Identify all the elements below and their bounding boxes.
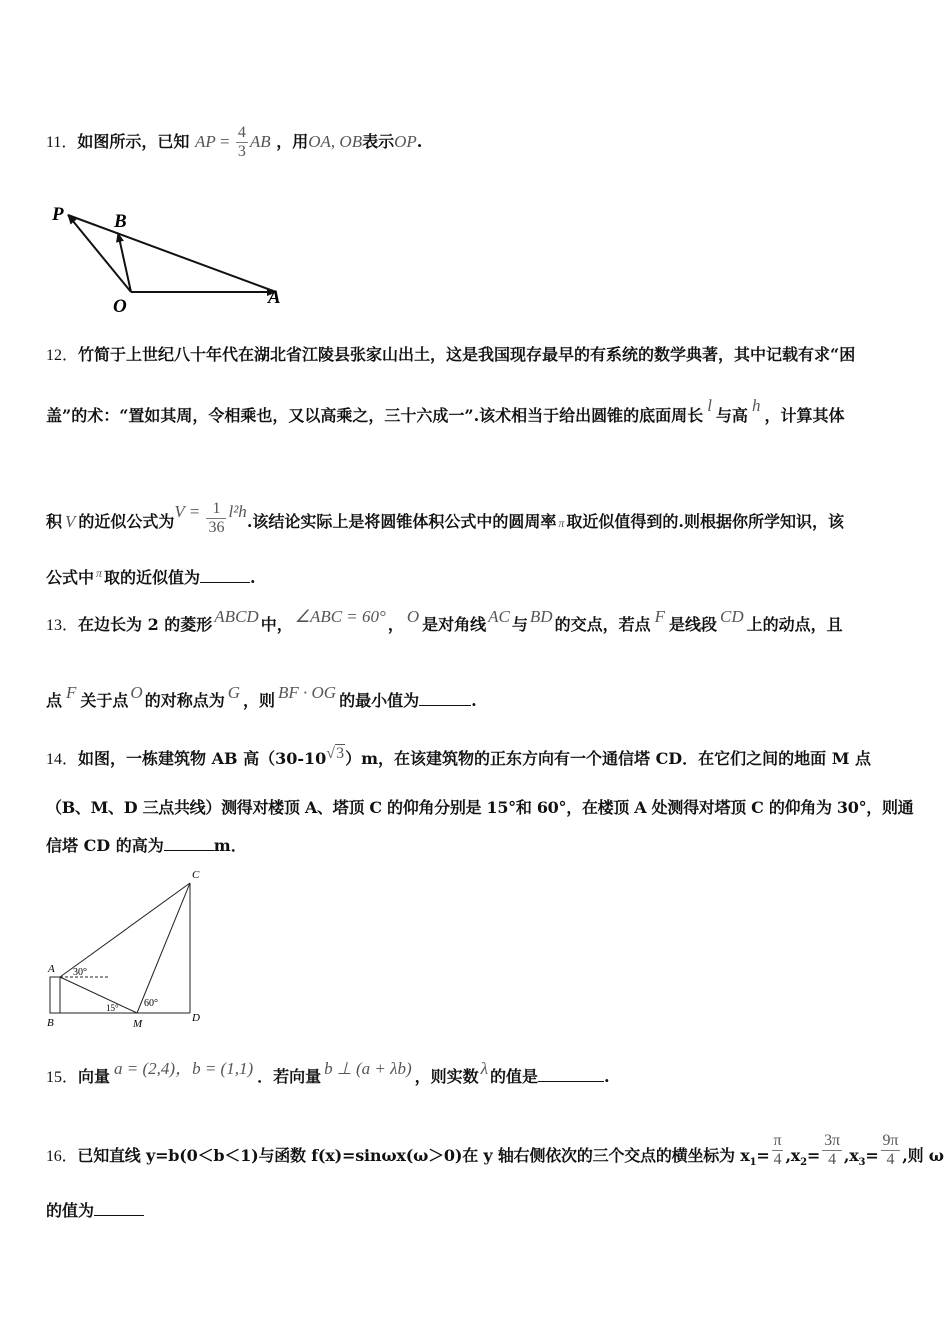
q12-frac-num: 1: [206, 500, 226, 519]
q14-number: 14．: [46, 751, 79, 768]
q15-text-d: 的值是: [490, 1067, 539, 1086]
q16-text-b: ,x: [785, 1146, 801, 1165]
q16-frac-1-num: π: [773, 1132, 782, 1149]
q12-line-3: [46, 500, 904, 541]
q16-frac-2-den: 4: [828, 1151, 836, 1168]
q12-l: l: [707, 396, 712, 415]
q11-ab: AB: [249, 132, 271, 151]
q13-text-e: 与: [511, 615, 528, 634]
q13-dot-product: BF · OG: [278, 683, 337, 702]
q12-answer-blank[interactable]: [200, 568, 250, 583]
q12-text-2b: 与高: [715, 406, 748, 425]
q15-number: 15．: [46, 1069, 79, 1086]
q11-text-d: .: [416, 132, 423, 151]
q13-f: F: [654, 607, 665, 626]
q12-number: 12．: [46, 347, 79, 364]
q16-frac-2-num: 3π: [824, 1132, 840, 1149]
q16-sub-1: 1: [749, 1157, 757, 1169]
q16-answer-blank[interactable]: [94, 1201, 144, 1216]
q16-text-c: ,x: [843, 1146, 859, 1165]
q16-text-d: ,则 ω: [902, 1146, 944, 1165]
q13-cd: CD: [719, 607, 744, 626]
q13-bd: BD: [529, 607, 553, 626]
q11-op: OP: [394, 132, 417, 151]
q14-text-2: （B、M、D 三点共线）测得对楼顶 A、塔顶 C 的仰角分别是 15°和 60°，在楼顶 A 处测得对塔顶 C 的仰角为 30°，则通: [46, 798, 914, 817]
label-c: C: [192, 869, 200, 881]
q12-fraction: [206, 500, 226, 537]
q15-vectors: a = (2,4)，b = (1,1): [114, 1059, 254, 1078]
label-b: B: [114, 211, 127, 232]
q11-line: [46, 124, 904, 161]
angle-60: 60°: [144, 998, 158, 1009]
q12-text-2c: ，计算其体: [764, 406, 845, 425]
label-p: P: [52, 204, 64, 225]
q12-h: h: [751, 396, 761, 415]
q16-frac-3: [881, 1132, 901, 1169]
label-a: A: [48, 963, 55, 975]
q13-g: G: [227, 683, 240, 702]
q13-text-c: ，: [387, 615, 404, 634]
angle-30: 30°: [73, 967, 87, 978]
q12-text-3d: 取近似值得到的.则根据你所学知识，该: [566, 512, 844, 531]
q11-eq: =: [215, 132, 234, 151]
q12-line-2: [46, 396, 904, 427]
q11-text-c: 表示: [362, 132, 395, 151]
label-o: O: [113, 296, 127, 315]
q16-frac-1: [772, 1132, 784, 1169]
q14-text-3a: 信塔 CD 的高为: [46, 836, 164, 855]
q13-o: O: [406, 607, 420, 626]
q14-line-2: [46, 797, 914, 819]
q14-text-1b: ）m，在该建筑物的正东方向有一个通信塔 CD．在它们之间的地面 M 点: [345, 749, 872, 768]
q11-text: 如图所示，已知: [77, 132, 190, 151]
q14-line-3: [46, 835, 904, 857]
q16-number: 16．: [46, 1148, 78, 1165]
q16-frac-3-den: 4: [886, 1151, 895, 1168]
q13-text-h: 上的动点，且: [746, 615, 843, 634]
q11-ap: AP: [195, 132, 216, 151]
q11-oa-ob: OA, OB: [308, 132, 363, 151]
q13-text-2d: ，则: [243, 691, 276, 710]
q13-ac: AC: [488, 607, 510, 626]
q11-number: 11．: [46, 134, 78, 151]
q12-text-4a: 公式中: [46, 568, 95, 587]
q12-formula-lhs: V =: [174, 502, 205, 521]
q12-text-3b: 的近似公式为: [78, 512, 175, 531]
angle-15: 15°: [106, 1003, 119, 1013]
q16-text-a: 已知直线 y=b(0＜b＜1)与函数 f(x)=sinωx(ω＞0)在 y 轴右侧依次的三个交点的横坐标为 x: [77, 1146, 750, 1165]
q16-eq-3: =: [865, 1146, 879, 1165]
q16-line-2: [46, 1200, 904, 1222]
q11-figure: [46, 195, 296, 315]
q13-line-1: [46, 607, 904, 637]
q13-text-g: 是线段: [668, 615, 717, 634]
q14-line-1: [46, 745, 904, 771]
q12-frac-den: 36: [208, 519, 225, 536]
q13-o-2: O: [130, 683, 143, 702]
q13-angle: ∠ABC = 60°: [294, 607, 386, 626]
q15-answer-blank[interactable]: [538, 1067, 604, 1082]
q13-text-2e: 的最小值为: [339, 691, 420, 710]
q14-sqrt: √3: [326, 745, 345, 762]
q14-figure: [44, 865, 219, 1035]
q12-text-3a: 积: [46, 512, 63, 531]
q14-answer-blank[interactable]: [164, 836, 214, 851]
q13-number: 13．: [46, 617, 79, 634]
q13-text-b: 中，: [260, 615, 293, 634]
q14-text-3b: m．: [213, 836, 247, 855]
q16-frac-1-den: 4: [773, 1151, 782, 1168]
q13-text-a: 在边长为 2 的菱形: [78, 615, 213, 634]
q12-formula-rhs: l²h: [228, 502, 247, 521]
building-ab: [50, 977, 60, 1013]
q11-frac-den: 3: [237, 143, 246, 160]
label-m: M: [133, 1018, 143, 1030]
q13-text-d: 是对角线: [422, 615, 487, 634]
q13-text-2f: .: [471, 691, 477, 710]
q15-text-b: ．若向量: [257, 1067, 322, 1086]
q15-line: [46, 1059, 904, 1089]
q11-frac-num: 4: [237, 124, 246, 141]
q11-text-b: ，用: [276, 132, 309, 151]
q16-eq-2: =: [806, 1146, 821, 1165]
q12-line-4: [46, 567, 904, 590]
q15-text-c: ，则实数: [414, 1067, 479, 1086]
q15-text-e: .: [604, 1067, 610, 1086]
q12-text-1: 竹简于上世纪八十年代在湖北省江陵县张家山出土，这是我国现存最早的有系统的数学典著，其中记载有求“困: [78, 345, 856, 364]
q13-text-2a: 点: [46, 691, 63, 710]
q13-abcd: ABCD: [214, 607, 259, 626]
q16-sub-2: 2: [800, 1157, 807, 1169]
q13-text-2b: 关于点: [80, 691, 129, 710]
q16-eq-1: =: [756, 1146, 770, 1165]
q16-frac-2: [822, 1132, 842, 1169]
q15-perp: b ⊥ (a + λb): [324, 1059, 412, 1078]
q16-text-2: 的值为: [46, 1201, 95, 1220]
q12-text-2a: 盖”的术：“置如其周，令相乘也，又以高乘之，三十六成一”.该术相当于给出圆锥的底面周长: [46, 406, 704, 425]
q14-text-1a: 如图，一栋建筑物 AB 高（30-10: [78, 749, 327, 768]
q12-text-3c: .该结论实际上是将圆锥体积公式中的圆周率: [246, 512, 557, 531]
q13-answer-blank[interactable]: [419, 691, 471, 706]
q11-fraction: [236, 124, 248, 161]
q16-frac-3-num: 9π: [882, 1132, 899, 1149]
q12-line-1: [46, 344, 904, 367]
q12-text-4c: .: [250, 568, 256, 587]
q13-f-2: F: [66, 683, 77, 702]
q12-text-4b: 取的近似值为: [104, 568, 201, 587]
q12-pi: π: [558, 516, 565, 530]
line-am: [60, 977, 137, 1013]
q16-sub-3: 3: [858, 1157, 866, 1169]
q16-line-1: [46, 1132, 944, 1175]
q12-pi-2: π: [96, 566, 103, 580]
q15-lambda: λ: [480, 1059, 488, 1078]
q14-sqrt-value: 3: [336, 745, 345, 762]
label-b: B: [47, 1017, 54, 1029]
label-a: A: [268, 287, 281, 308]
q15-text-a: 向量: [78, 1067, 111, 1086]
q13-line-2: [46, 683, 904, 712]
label-d: D: [192, 1012, 200, 1024]
q12-v: V: [65, 512, 76, 531]
q13-text-f: 的交点，若点: [554, 615, 651, 634]
q13-text-2c: 的对称点为: [144, 691, 225, 710]
